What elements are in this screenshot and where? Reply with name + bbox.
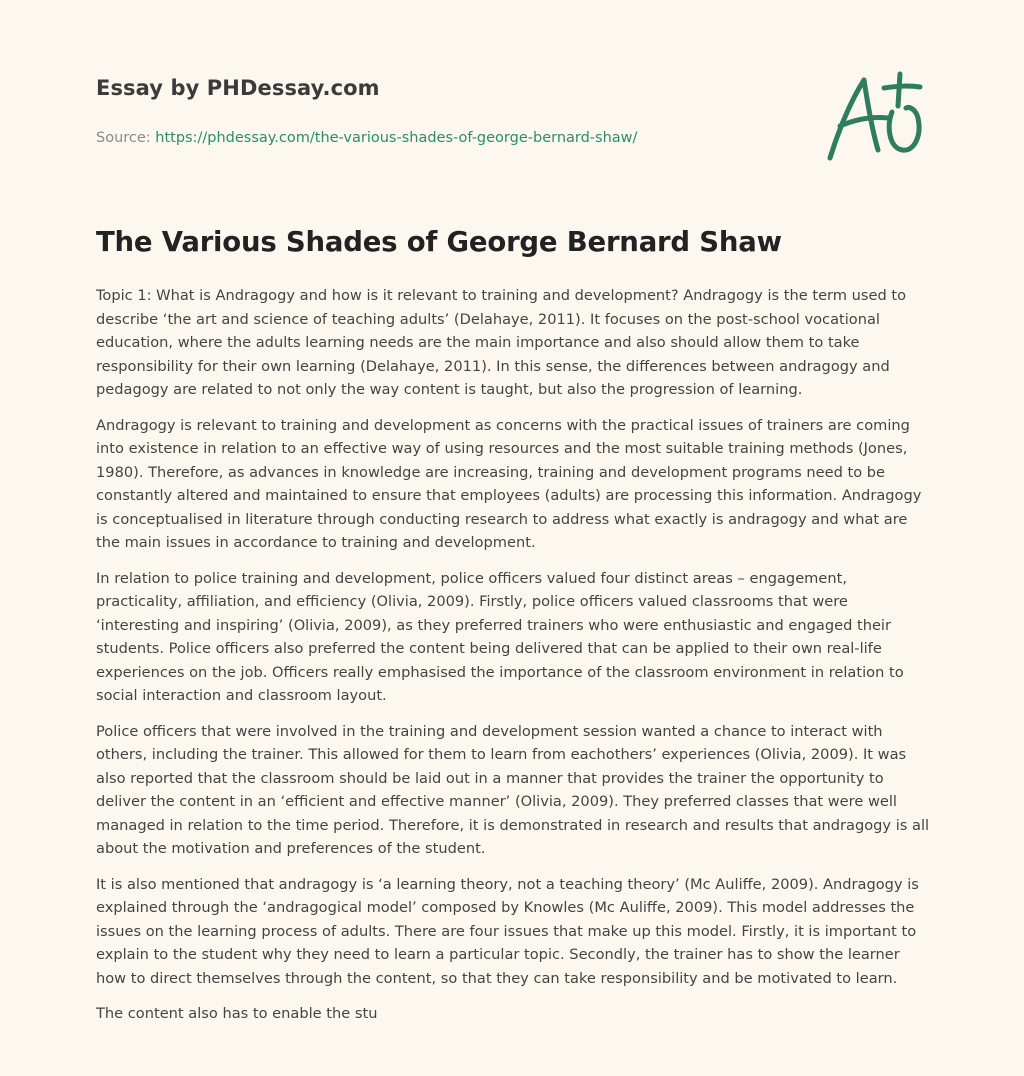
a-plus-logo-icon [822, 66, 928, 166]
paragraph: It is also mentioned that andragogy is ‘a learning theory, not a teaching theory’ (Mc Auliffe, 2009). Andragogy is explained through the ‘andragogical model’ composed by Knowles (Mc Auliffe, 2009). This model addresses the issues on the learning process of adults. There are four issues that make up this model. Firstly, it is important to explain to the student why they need to learn a particular topic. Secondly, the trainer has to show the learner how to direct themselves through the content, so that they can take responsibility and be motivated to learn. [96, 875, 919, 987]
article [96, 226, 931, 1038]
header [96, 76, 796, 146]
source-line [96, 130, 796, 146]
paragraph: Topic 1: What is Andragogy and how is it relevant to training and development? Andragogy is the term used to describe ‘the art and science of teaching adults’ (Delahaye, 2011). It focuses on the post-school vocational education, where the adults learning needs are the main importance and also should allow them to take responsibility for their own learning (Delahaye, 2011). In this sense, the differences between andragogy and pedagogy are related to not only the way content is taught, but also the progression of learning. [96, 287, 907, 398]
site-brand: Essay by PHDessay.com [96, 76, 380, 100]
source-label: Source: [96, 130, 156, 146]
source-link[interactable]: https://phdessay.com/the-various-shades-of-george-bernard-shaw/ [155, 130, 638, 146]
paragraph: In relation to police training and development, police officers valued four distinct areas – engagement, practicality, affiliation, and efficiency (Olivia, 2009). Firstly, police officers valued classrooms that were ‘interesting and inspiring’ (Olivia, 2009), as they preferred trainers who were enthusiastic and engaged their students. Police officers also preferred the content being delivered that can be applied to their own real-life experiences on the job. Officers really emphasised the importance of the classroom environment in relation to social interaction and classroom layout. [96, 569, 904, 704]
paragraph: The content also has to enable the stu [96, 1005, 378, 1022]
paragraph: Police officers that were involved in the training and development session wanted a chance to interact with others, including the trainer. This allowed for them to learn from eachothers’ experiences (Olivia, 2009). It was also reported that the classroom should be laid out in a manner that provides the trainer the opportunity to deliver the content in an ‘efficient and effective manner’ (Olivia, 2009). They preferred classes that were well managed in relation to the time period. Therefore, it is demonstrated in research and results that andragogy is all about the motivation and preferences of the student. [96, 722, 930, 857]
article-title: The Various Shades of George Bernard Shaw [96, 226, 782, 258]
paragraph: Andragogy is relevant to training and development as concerns with the practical issues of trainers are coming into existence in relation to an effective way of using resources and the most suitable training methods (Jones, 1980). Therefore, as advances in knowledge are increasing, training and development programs need to be constantly altered and maintained to ensure that employees (adults) are processing this information. Andragogy is conceptualised in literature through conducting research to address what exactly is andragogy and what are the main issues in accordance to training and development. [96, 416, 922, 551]
